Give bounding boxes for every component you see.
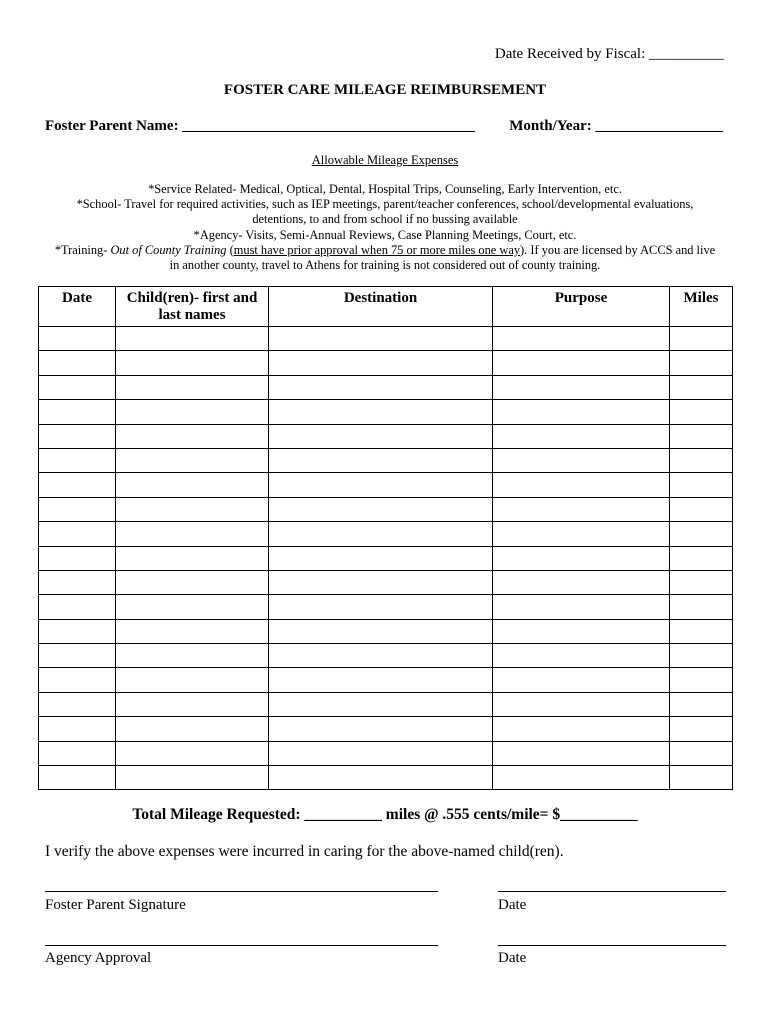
cell-miles [670,473,733,497]
cell-children [116,717,269,741]
school-rule-continued: detentions, to and from school if no bussing available [252,212,518,227]
table-row [39,424,733,448]
mileage-table [38,286,733,790]
training-rest: ). If you are licensed by ACCS and live [520,242,716,257]
cell-children [116,692,269,716]
cell-date [39,741,116,765]
cell-purpose [493,522,670,546]
table-row [39,717,733,741]
cell-date [39,351,116,375]
agency-approval-label: Agency Approval [45,950,152,966]
cell-miles [670,717,733,741]
cell-date [39,497,116,521]
foster-parent-name-field: Foster Parent Name: _______________________________________ [45,118,475,134]
cell-purpose [493,400,670,424]
training-italic: Out of County Training [110,242,227,257]
cell-children [116,400,269,424]
cell-destination [269,692,493,716]
cell-date [39,668,116,692]
cell-children [116,741,269,765]
table-row [39,766,733,790]
cell-children [116,522,269,546]
table-row [39,351,733,375]
cell-date [39,327,116,351]
cell-date [39,546,116,570]
cell-date [39,595,116,619]
cell-destination [269,717,493,741]
cell-children [116,546,269,570]
cell-miles [670,668,733,692]
cell-purpose [493,424,670,448]
cell-destination [269,570,493,594]
table-row [39,741,733,765]
form-title: FOSTER CARE MILEAGE REIMBURSEMENT [223,82,547,98]
service-related-rule: *Service Related- Medical, Optical, Dental, Hospital Trips, Counseling, Early Intervention, etc. [148,182,622,196]
cell-children [116,327,269,351]
cell-destination [269,448,493,472]
cell-purpose [493,668,670,692]
date-label-1: Date [498,897,527,913]
cell-children [116,668,269,692]
cell-date [39,644,116,668]
agency-approval-line [45,945,438,946]
cell-destination [269,644,493,668]
cell-purpose [493,473,670,497]
cell-purpose [493,595,670,619]
cell-date [39,473,116,497]
cell-destination [269,668,493,692]
date-line-2 [498,945,726,946]
cell-miles [670,351,733,375]
cell-destination [269,546,493,570]
cell-date [39,717,116,741]
cell-purpose [493,375,670,399]
table-row [39,522,733,546]
column-header-miles: Miles [670,287,733,327]
cell-miles [670,619,733,643]
cell-purpose [493,619,670,643]
cell-purpose [493,570,670,594]
cell-miles [670,692,733,716]
cell-miles [670,644,733,668]
column-header-purpose: Purpose [493,287,670,327]
month-year-field: Month/Year: _________________ [509,118,723,134]
cell-destination [269,595,493,619]
cell-date [39,448,116,472]
cell-children [116,448,269,472]
cell-children [116,351,269,375]
table-row [39,619,733,643]
table-body [39,327,733,790]
cell-miles [670,741,733,765]
cell-destination [269,327,493,351]
cell-destination [269,473,493,497]
verification-statement: I verify the above expenses were incurred in caring for the above-named child(ren). [45,843,564,860]
training-paren-open: ( [226,242,234,257]
cell-children [116,595,269,619]
table-row [39,375,733,399]
table-row [39,644,733,668]
cell-children [116,619,269,643]
cell-destination [269,497,493,521]
cell-purpose [493,741,670,765]
cell-destination [269,619,493,643]
cell-miles [670,497,733,521]
cell-purpose [493,327,670,351]
cell-date [39,375,116,399]
table-row [39,473,733,497]
cell-miles [670,424,733,448]
cell-miles [670,522,733,546]
cell-children [116,570,269,594]
cell-destination [269,741,493,765]
cell-miles [670,448,733,472]
cell-purpose [493,546,670,570]
table-row [39,400,733,424]
table-row [39,448,733,472]
cell-miles [670,327,733,351]
cell-miles [670,400,733,424]
column-header-date: Date [39,287,116,327]
cell-date [39,766,116,790]
cell-miles [670,595,733,619]
date-line-1 [498,891,726,892]
total-mileage-line: Total Mileage Requested: __________ miles @ .555 cents/mile= $__________ [132,806,638,823]
allowable-expenses-heading: Allowable Mileage Expenses [311,153,459,167]
agency-rule: *Agency- Visits, Semi-Annual Reviews, Case Planning Meetings, Court, etc. [193,227,577,242]
cell-date [39,692,116,716]
cell-date [39,619,116,643]
column-header-destination: Destination [269,287,493,327]
cell-date [39,400,116,424]
cell-destination [269,351,493,375]
cell-children [116,644,269,668]
foster-parent-signature-label: Foster Parent Signature [45,897,186,913]
allowable-expenses-list [30,182,740,273]
cell-miles [670,570,733,594]
cell-purpose [493,717,670,741]
training-rule [30,243,740,258]
cell-children [116,766,269,790]
date-label-2: Date [498,950,527,966]
cell-purpose [493,692,670,716]
foster-signature-line [45,891,438,892]
cell-purpose [493,766,670,790]
cell-miles [670,375,733,399]
cell-purpose [493,644,670,668]
table-row [39,692,733,716]
table-row [39,546,733,570]
cell-miles [670,546,733,570]
table-row [39,570,733,594]
cell-destination [269,424,493,448]
cell-purpose [493,351,670,375]
cell-destination [269,766,493,790]
school-rule: *School- Travel for required activities, such as IEP meetings, parent/teacher conferences, school/developmental evaluations, [76,197,694,212]
cell-destination [269,522,493,546]
table-row [39,497,733,521]
table-row [39,327,733,351]
cell-children [116,497,269,521]
cell-miles [670,766,733,790]
cell-date [39,522,116,546]
cell-purpose [493,497,670,521]
table-row [39,668,733,692]
training-prefix: *Training- [54,242,111,257]
cell-children [116,424,269,448]
training-rule-continued: in another county, travel to Athens for training is not considered out of county training. [169,258,601,273]
cell-children [116,473,269,497]
cell-destination [269,400,493,424]
cell-destination [269,375,493,399]
column-header-children: Child(ren)- first and last names [116,287,269,327]
table-header-row [39,287,733,327]
cell-purpose [493,448,670,472]
training-approval-note: must have prior approval when 75 or more miles one way [233,242,521,257]
table-row [39,595,733,619]
date-received-by-fiscal: Date Received by Fiscal: __________ [494,46,724,62]
cell-date [39,570,116,594]
cell-children [116,375,269,399]
cell-date [39,424,116,448]
